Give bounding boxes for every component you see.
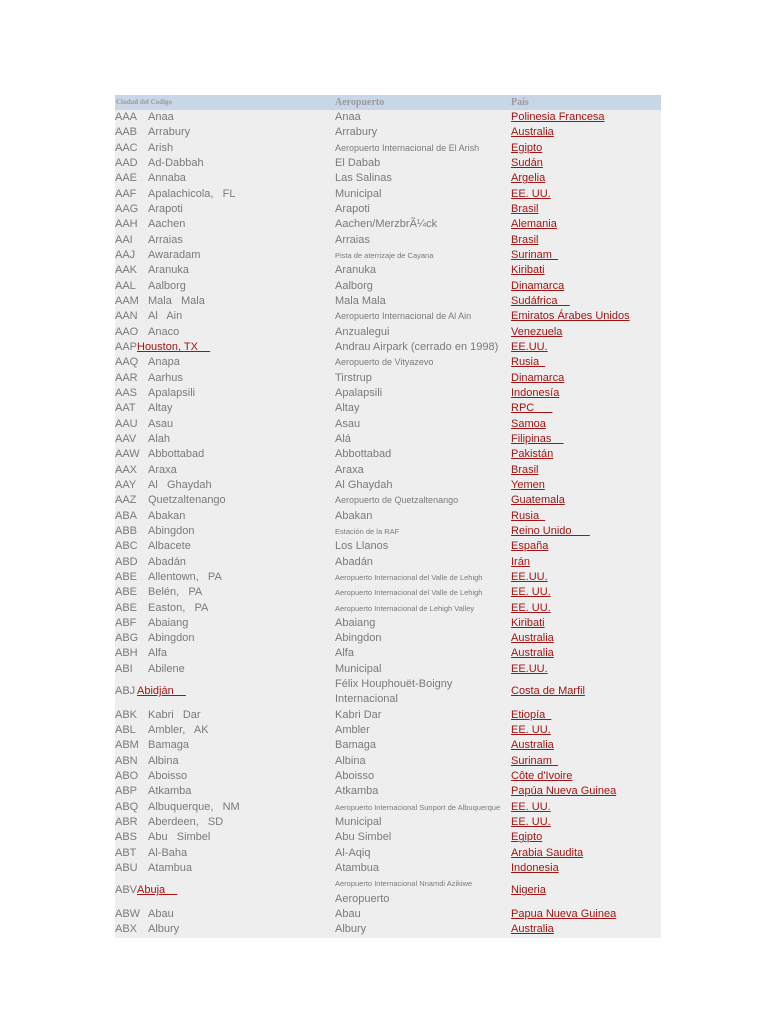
country-link[interactable]: Kiribati	[511, 616, 545, 629]
city-link[interactable]: Houston, TX	[137, 340, 211, 353]
country-link[interactable]: EE. UU.	[511, 724, 551, 737]
airport-name: Atkamba	[335, 785, 379, 798]
airport-code: AAV	[115, 432, 137, 445]
city-name: Abakan	[148, 509, 186, 522]
table-row	[115, 432, 661, 447]
country-link[interactable]: Australia	[511, 923, 554, 936]
airport-code: AAJ	[115, 248, 136, 261]
city-name: Annaba	[148, 172, 186, 185]
airport-code: AAQ	[115, 356, 139, 369]
airport-code: AAE	[115, 172, 138, 185]
country-link[interactable]: EE.UU.	[511, 340, 548, 353]
table-row	[115, 156, 661, 171]
airport-name: Los Llanos	[335, 540, 389, 553]
city-name: Arish	[148, 141, 174, 154]
airport-name: Ambler	[335, 724, 370, 737]
city-name: Asau	[148, 417, 174, 430]
table-row	[115, 555, 661, 570]
table-row	[115, 769, 661, 784]
airport-code: AAK	[115, 264, 138, 277]
table-row	[115, 646, 661, 661]
table-row	[115, 708, 661, 723]
city-name: Arapoti	[148, 202, 183, 215]
airport-name	[335, 677, 452, 707]
airport-name: Aranuka	[335, 264, 376, 277]
table-row	[115, 401, 661, 416]
airport-name: Anzualegui	[335, 325, 390, 338]
airport-code: AAR	[115, 371, 138, 384]
city-name: Alfa	[148, 647, 167, 660]
country-link[interactable]: Samoa	[511, 417, 546, 430]
country-link[interactable]: RPC	[511, 402, 553, 415]
country-link[interactable]: Sudán	[511, 156, 543, 169]
city-name: Anaa	[148, 111, 174, 123]
airport-name: Abingdon	[335, 632, 382, 645]
country-link[interactable]: Etiopía	[511, 708, 552, 721]
airport-code: AAZ	[115, 494, 137, 507]
table-row	[115, 677, 661, 708]
city-name: Albury	[148, 923, 180, 936]
city-name: Albina	[148, 754, 179, 767]
airport-code: ABQ	[115, 800, 139, 813]
city-name: Abu Simbel	[148, 831, 211, 844]
country-link[interactable]: Surinam	[511, 248, 559, 261]
airport-code: ABJ	[115, 685, 136, 698]
airport-code: AAD	[115, 156, 138, 169]
airport-name: Aeropuerto Internacional de Lehigh Valley	[335, 603, 475, 613]
airport-name: Mala Mala	[335, 294, 386, 307]
table-row	[115, 907, 661, 922]
country-link[interactable]: Dinamarca	[511, 371, 565, 384]
airport-code: AAU	[115, 417, 138, 430]
country-link[interactable]: EE. UU.	[511, 586, 551, 599]
table-row	[115, 784, 661, 799]
table-row	[115, 509, 661, 524]
city-name: Albacete	[148, 540, 191, 553]
city-name: Abadán	[148, 555, 186, 568]
airport-name: Aeropuerto Internacional de El Arish	[335, 142, 480, 153]
airport-code: AAG	[115, 202, 139, 215]
city-link[interactable]: Abidján	[137, 685, 186, 698]
airport-name: Arrabury	[335, 126, 378, 139]
airport-code: AAN	[115, 310, 138, 323]
country-link[interactable]: Brasil	[511, 202, 539, 215]
country-link[interactable]: Kiribati	[511, 264, 545, 277]
airport-code: ABU	[115, 862, 138, 875]
country-link[interactable]: Filipinas	[511, 432, 564, 445]
airport-codes-table	[115, 95, 661, 938]
airport-name: El Dabab	[335, 156, 381, 169]
table-row	[115, 463, 661, 478]
city-name: Anapa	[148, 356, 180, 369]
airport-code: ABE	[115, 586, 138, 599]
airport-code: AAC	[115, 141, 138, 154]
city-name: Apalapsili	[148, 386, 196, 399]
city-name: Abau	[148, 908, 174, 921]
airport-code: ABM	[115, 739, 139, 752]
table-row	[115, 861, 661, 876]
city-name: Abingdon	[148, 632, 195, 645]
airport-name: Altay	[335, 402, 360, 415]
airport-code: ABT	[115, 846, 137, 859]
city-name: Arrabury	[148, 126, 191, 139]
airport-code: ABD	[115, 555, 138, 568]
table-row	[115, 539, 661, 554]
table-row	[115, 922, 661, 937]
airport-code: AAI	[115, 233, 133, 246]
table-row	[115, 125, 661, 140]
airport-code: ABS	[115, 831, 138, 844]
city-name: Al-Baha	[148, 846, 188, 859]
airport-code: ABH	[115, 647, 138, 660]
airport-name: Tirstrup	[335, 371, 372, 384]
airport-name: Aboisso	[335, 770, 375, 783]
airport-code: AAM	[115, 294, 139, 307]
airport-name: Albury	[335, 923, 367, 936]
table-row	[115, 187, 661, 202]
table-row	[115, 263, 661, 278]
city-name: Awaradam	[148, 248, 201, 261]
table-row	[115, 815, 661, 830]
airport-code: ABC	[115, 540, 138, 553]
airport-name: Aeropuerto de Quetzaltenango	[335, 495, 459, 506]
airport-name: Estación de la RAF	[335, 526, 400, 536]
airport-name: Abbottabad	[335, 448, 392, 461]
airport-code: ABO	[115, 770, 139, 783]
table-row	[115, 570, 661, 585]
airport-name: Pista de aterrizaje de Cayana	[335, 250, 434, 260]
country-link[interactable]: EE. UU.	[511, 187, 551, 200]
city-name: Anaco	[148, 325, 180, 338]
airport-name: Arraias	[335, 233, 370, 246]
country-link[interactable]: EE. UU.	[511, 816, 551, 829]
airport-code: ABA	[115, 509, 138, 522]
airport-code: AAL	[115, 279, 136, 292]
table-row	[115, 631, 661, 646]
country-link[interactable]: EE.UU.	[511, 570, 548, 583]
airport-name: Aeropuerto Internacional Sunport de Albuquerque	[335, 802, 501, 812]
city-name: Bamaga	[148, 739, 189, 752]
city-name: Kabri Dar	[148, 708, 201, 721]
airport-name-line2: Internacional	[335, 693, 398, 706]
country-link[interactable]: Papúa Nueva Guinea	[511, 785, 617, 798]
airport-name-line2: Aeropuerto	[335, 893, 390, 906]
table-row	[115, 294, 661, 309]
city-link[interactable]: Abuja	[137, 884, 178, 897]
airport-name-line1: Aeropuerto Internacional Nnamdi Azikiwe	[335, 879, 473, 889]
city-name: Belén, PA	[148, 586, 203, 599]
airport-code: AAP	[115, 340, 138, 353]
country-link[interactable]: Indonesía	[511, 386, 560, 399]
city-name: Al Ghaydah	[148, 478, 212, 491]
country-link[interactable]: Pakistán	[511, 448, 554, 461]
country-link[interactable]: EE. UU.	[511, 800, 551, 813]
city-name: Altay	[148, 402, 173, 415]
country-link[interactable]: Australia	[511, 632, 554, 645]
airport-code: AAA	[115, 111, 138, 123]
header-country: País	[511, 97, 529, 108]
airport-name: Andrau Airpark (cerrado en 1998)	[335, 340, 499, 353]
table-row	[115, 846, 661, 861]
country-link[interactable]: Alemania	[511, 218, 557, 231]
airport-name: Aalborg	[335, 279, 373, 292]
country-link[interactable]: Argelia	[511, 172, 546, 185]
table-row	[115, 493, 661, 508]
city-name: Abingdon	[148, 524, 195, 537]
country-link[interactable]: Dinamarca	[511, 279, 565, 292]
city-name: Abbottabad	[148, 448, 205, 461]
country-link[interactable]: Côte d'Ivoire	[511, 770, 573, 783]
table-row	[115, 217, 661, 232]
city-name: Araxa	[148, 463, 177, 476]
table-row	[115, 830, 661, 845]
table-row	[115, 800, 661, 815]
country-link[interactable]: Yemen	[511, 478, 545, 491]
airport-name: Al Ghaydah	[335, 478, 393, 491]
airport-name: Bamaga	[335, 739, 376, 752]
city-name: Aarhus	[148, 371, 183, 384]
city-name: Al Ain	[148, 310, 183, 323]
table-row	[115, 723, 661, 738]
country-link[interactable]: Egipto	[511, 141, 543, 154]
airport-name: Atambua	[335, 862, 380, 875]
airport-name: Albina	[335, 754, 366, 767]
airport-code: ABX	[115, 923, 138, 936]
country-link[interactable]: España	[511, 540, 549, 553]
header-airport: Aeropuerto	[335, 97, 385, 108]
airport-name: Aeropuerto Internacional de Al Ain	[335, 311, 472, 322]
city-name: Alah	[148, 432, 171, 445]
country-link[interactable]: Rusia	[511, 509, 546, 522]
country-link[interactable]: Arabia Saudita	[511, 846, 584, 859]
country-link[interactable]: Papua Nueva Guinea	[511, 908, 617, 921]
airport-name: Alá	[335, 432, 351, 445]
airport-name	[335, 876, 472, 907]
airport-code: ABF	[115, 616, 137, 629]
header-city-code: Ciudad del Codigo	[116, 98, 173, 106]
airport-code: AAT	[115, 402, 136, 415]
airport-code: ABV	[115, 884, 138, 897]
airport-name: Araxa	[335, 463, 364, 476]
country-link[interactable]: Guatemala	[511, 494, 565, 507]
airport-name: Abakan	[335, 509, 373, 522]
airport-name: Anaa	[335, 111, 361, 123]
airport-name: Al-Aqiq	[335, 846, 371, 859]
airport-code: ABL	[115, 724, 136, 737]
city-name: Allentown, PA	[148, 570, 222, 583]
table-row	[115, 355, 661, 370]
airport-code: ABR	[115, 816, 138, 829]
country-link[interactable]: Polinesia Francesa	[511, 111, 605, 123]
table-row	[115, 110, 661, 125]
airport-name: Kabri Dar	[335, 708, 382, 721]
table-row	[115, 340, 661, 355]
table-row	[115, 662, 661, 677]
city-name: Apalachicola, FL	[148, 187, 236, 200]
airport-name: Aachen/MerzbrÃ¼ck	[335, 218, 438, 231]
country-link[interactable]: Australia	[511, 739, 554, 752]
city-name: Aberdeen, SD	[148, 816, 224, 829]
country-link[interactable]: Brasil	[511, 233, 539, 246]
airport-code: ABI	[115, 662, 133, 675]
airport-code: ABN	[115, 754, 138, 767]
airport-code: ABP	[115, 785, 138, 798]
airport-name: Las Salinas	[335, 172, 392, 185]
city-name: Quetzaltenango	[148, 494, 226, 507]
country-link[interactable]: Irán	[511, 555, 530, 568]
airport-code: AAB	[115, 126, 138, 139]
country-link[interactable]: Rusia	[511, 356, 546, 369]
airport-code: AAO	[115, 325, 139, 338]
airport-name: Aeropuerto de Vityazevo	[335, 357, 434, 368]
city-name: Albuquerque, NM	[148, 800, 240, 813]
airport-name: Apalapsili	[335, 386, 383, 399]
country-link[interactable]: EE.UU.	[511, 662, 548, 675]
table-row	[115, 279, 661, 294]
airport-code: AAH	[115, 218, 138, 231]
airport-code: ABW	[115, 908, 141, 921]
city-name: Aboisso	[148, 770, 188, 783]
airport-name: Abu Simbel	[335, 831, 392, 844]
table-row	[115, 309, 661, 324]
country-link[interactable]: Nigeria	[511, 884, 546, 897]
table-row	[115, 478, 661, 493]
airport-name: Municipal	[335, 816, 382, 829]
airport-name: Abau	[335, 908, 361, 921]
table-row	[115, 171, 661, 186]
city-name: Abilene	[148, 662, 185, 675]
airport-name: Municipal	[335, 187, 382, 200]
airport-code: AAY	[115, 478, 137, 491]
table-row	[115, 616, 661, 631]
country-link[interactable]: EE. UU.	[511, 601, 551, 614]
table-row	[115, 601, 661, 616]
table-row	[115, 248, 661, 263]
airport-code: ABK	[115, 708, 138, 721]
airport-name: Asau	[335, 417, 361, 430]
airport-code: ABE	[115, 570, 138, 583]
city-name: Abaiang	[148, 616, 189, 629]
country-link[interactable]: Egipto	[511, 831, 543, 844]
country-link[interactable]: Reino Unido	[511, 524, 590, 537]
airport-name: Arapoti	[335, 202, 370, 215]
airport-name: Abaiang	[335, 616, 376, 629]
table-row	[115, 233, 661, 248]
table-row	[115, 386, 661, 401]
airport-name-line1: Félix Houphouët-Boigny	[335, 678, 453, 691]
airport-name: Municipal	[335, 662, 382, 675]
table-row	[115, 141, 661, 156]
airport-code: AAF	[115, 187, 137, 200]
table-row	[115, 585, 661, 600]
airport-code: ABB	[115, 524, 138, 537]
airport-code: AAX	[115, 463, 138, 476]
table-row	[115, 325, 661, 340]
table-row	[115, 417, 661, 432]
airport-code: AAW	[115, 448, 140, 461]
airport-name: Alfa	[335, 647, 354, 660]
country-link[interactable]: Indonesia	[511, 862, 559, 875]
table-row	[115, 754, 661, 769]
country-link[interactable]: Surinam	[511, 754, 559, 767]
city-name: Ad-Dabbah	[148, 156, 204, 169]
airport-code: AAS	[115, 386, 138, 399]
country-link[interactable]: Costa de Marfil	[511, 685, 585, 698]
airport-code: ABG	[115, 632, 139, 645]
city-name: Easton, PA	[148, 601, 209, 614]
city-name: Mala Mala	[148, 294, 205, 307]
city-name: Ambler, AK	[148, 724, 209, 737]
country-link[interactable]: Emiratos Árabes Unidos	[511, 310, 630, 323]
city-name: Arraias	[148, 233, 183, 246]
table-row	[115, 876, 661, 907]
table-row	[115, 447, 661, 462]
table-row	[115, 738, 661, 753]
airport-name: Aeropuerto Internacional del Valle de Lehigh	[335, 572, 483, 582]
table-row	[115, 371, 661, 386]
table-row	[115, 524, 661, 539]
city-name: Aranuka	[148, 264, 189, 277]
country-link[interactable]: Australia	[511, 126, 554, 139]
country-link[interactable]: Brasil	[511, 463, 539, 476]
airport-code: ABE	[115, 601, 138, 614]
city-name: Atambua	[148, 862, 193, 875]
table-row	[115, 202, 661, 217]
table-body	[115, 110, 661, 938]
airport-name: Aeropuerto Internacional del Valle de Lehigh	[335, 588, 483, 598]
city-name: Aachen	[148, 218, 186, 231]
city-name: Aalborg	[148, 279, 186, 292]
airport-name: Abadán	[335, 555, 373, 568]
country-link[interactable]: Venezuela	[511, 325, 563, 338]
country-link[interactable]: Australia	[511, 647, 554, 660]
country-link[interactable]: Sudáfrica	[511, 294, 570, 307]
city-name: Atkamba	[148, 785, 192, 798]
table-header	[115, 95, 661, 110]
